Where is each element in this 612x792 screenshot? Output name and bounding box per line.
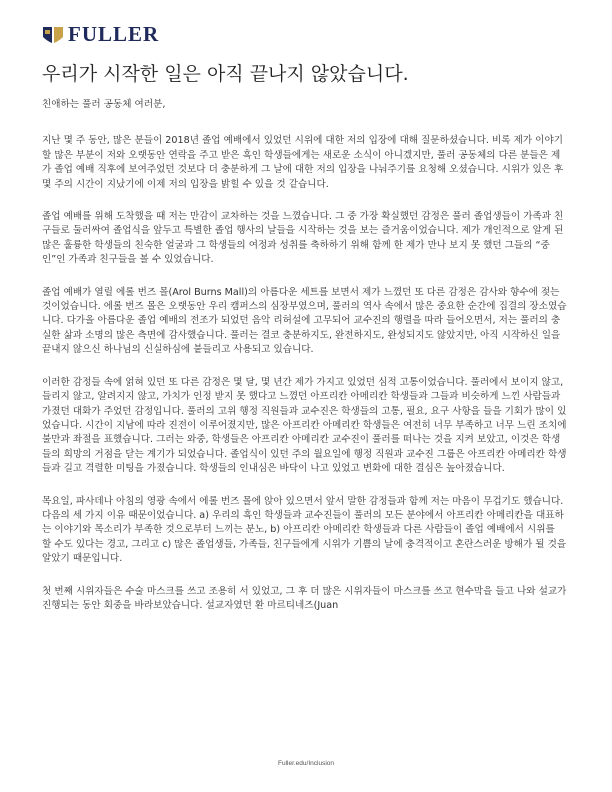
salutation: 친애하는 풀러 공동체 여러분,	[42, 99, 166, 110]
logo-text: FULLER	[68, 22, 160, 46]
paragraph-2: 졸업 예배를 위해 도착했을 때 저는 만감이 교차하는 것을 느꼈습니다. 그 중 가장 확실했던 감정은 풀러 졸업생들이 가족과 친구들로 둘러싸여 졸업식을 앞두고 특별한 졸업 행사의 날들을 시작하는 것을 보는 즐거움이었습니다. 제가 개인적으로 알게 된 많은 훌륭한 학생들의 친숙한 얼굴과 그 학생들의 여정과 성취를 축하하기 위해 함께 한 제가 만나 보지 못 했던 그들의 “중인”인 가족과 친구들을 볼 수 있었습니다.	[42, 211, 564, 266]
fuller-logo	[42, 24, 159, 45]
paragraph-1: 지난 몇 주 동안, 많은 분들이 2018년 졸업 예배에서 있었던 시위에 대한 저의 입장에 대해 질문하셨습니다. 비록 제가 이야기 할 많은 부분이 저와 오랫동안 연락을 주고 받은 흑인 학생들에게는 새로운 소식이 아니겠지만, 풀러 공동체의 다른 분들은 제가 졸업 예배 직후에 보여주었던 것보다 더 충분하게 그 날에 대한 저의 입장을 나눠주기를 요청해 오셨습니다. 시위가 있은 후 몇 주의 시간이 지났기에 이제 저의 입장을 밝힐 수 있을 것 같습니다.	[42, 135, 564, 190]
paragraph-5: 목요일, 파사데나 아침의 영광 속에서 에롤 번즈 몰에 앉아 있으면서 앞서 말한 감정들과 함께 저는 마음이 무겁기도 했습니다. 다음의 세 가지 이유 때문이었습니다. a) 우리의 흑인 학생들과 교수진들이 풀러의 모든 분야에서 아프리칸 아메리칸을 대표하는 이야기와 목소리가 부족한 것으로부터 느끼는 분노, b) 아프리칸 아메리칸 학생들과 다른 사람들이 졸업 예배에서 시위를 할 수도 있다는 경고, 그리고 c) 많은 졸업생들, 가족들, 친구들에게 시위가 기쁨의 날에 충격적이고 혼란스러운 방해가 될 것을 알았기 때문입니다.	[42, 495, 567, 565]
page-title: 우리가 시작한 일은 아직 끝나지 않았습니다.	[42, 63, 409, 85]
footer-url[interactable]: Fuller.edu/Inclusion	[277, 760, 334, 767]
paragraph-4: 이러한 감정들 속에 얽혀 있던 또 다른 감정은 몇 달, 몇 년간 제가 가지고 있었던 심적 고통이었습니다. 풀러에서 보이지 않고, 들리지 않고, 알려지지 않고, 가치가 인정 받지 못 했다고 느꼈던 아프리칸 아메리칸 학생들과 그들과 비슷하게 느낀 사람들과 가졌던 대화가 주었던 감정입니다. 풀러의 고위 행정 직원들과 교수진은 학생들의 고통, 필요, 요구 사항을 들을 기회가 많이 있었습니다. 시간이 지남에 따라 진전이 이루어졌지만, 많은 아프리칸 아메리칸 학생들은 여전히 너무 부족하고 너무 느린 조치에 불만과 좌절을 표했습니다. 그러는 와중, 학생들은 아프리칸 아메리칸 교수진이 풀러를 떠나는 것을 지켜 보았고, 이것은 학생들의 희망의 거점을 닫는 계기가 되었습니다. 졸업식이 있던 주의 월요일에 행정 직원과 교수진 그룹은 아프리칸 아메리칸 학생들과 길고 격렬한 미팅을 가졌습니다. 학생들의 인내심은 바닥이 나고 있었고 변화에 대한 결심은 높아졌습니다.	[42, 376, 567, 475]
letter-body	[42, 98, 567, 631]
fuller-shield-icon	[42, 25, 64, 45]
paragraph-6: 첫 번째 시위자들은 수술 마스크를 쓰고 조용히 서 있었고, 그 후 더 많은 시위자들이 마스크를 쓰고 현수막을 들고 나와 설교가 진행되는 동안 회중을 바라보았습니다. 설교자였던 환 마르티네즈(Juan	[42, 585, 567, 611]
paragraph-3: 졸업 예배가 열릴 에롤 번즈 몰(Arol Burns Mall)의 아름다운 세트를 보면서 제가 느꼈던 또 다른 감정은 감사와 향수에 젖는 것이었습니다. 에롤 번즈 몰은 오랫동안 우리 캠퍼스의 심장부였으며, 풀러의 역사 속에서 많은 중요한 순간에 집결의 장소였습니다. 다가올 아름다운 졸업 예배의 전조가 되었던 음악 리허설에 고무되어 교수진의 행렬을 따라 들어오면서, 저는 풀러의 충실한 삶과 소명의 많은 측면에 감사했습니다. 풀러는 결코 충분하지도, 완전하지도, 완성되지도 않았지만, 아직 시작하신 일을 끝내지 않으신 하나님의 신실하심에 붙들리고 사용되고 있습니다.	[42, 286, 567, 356]
